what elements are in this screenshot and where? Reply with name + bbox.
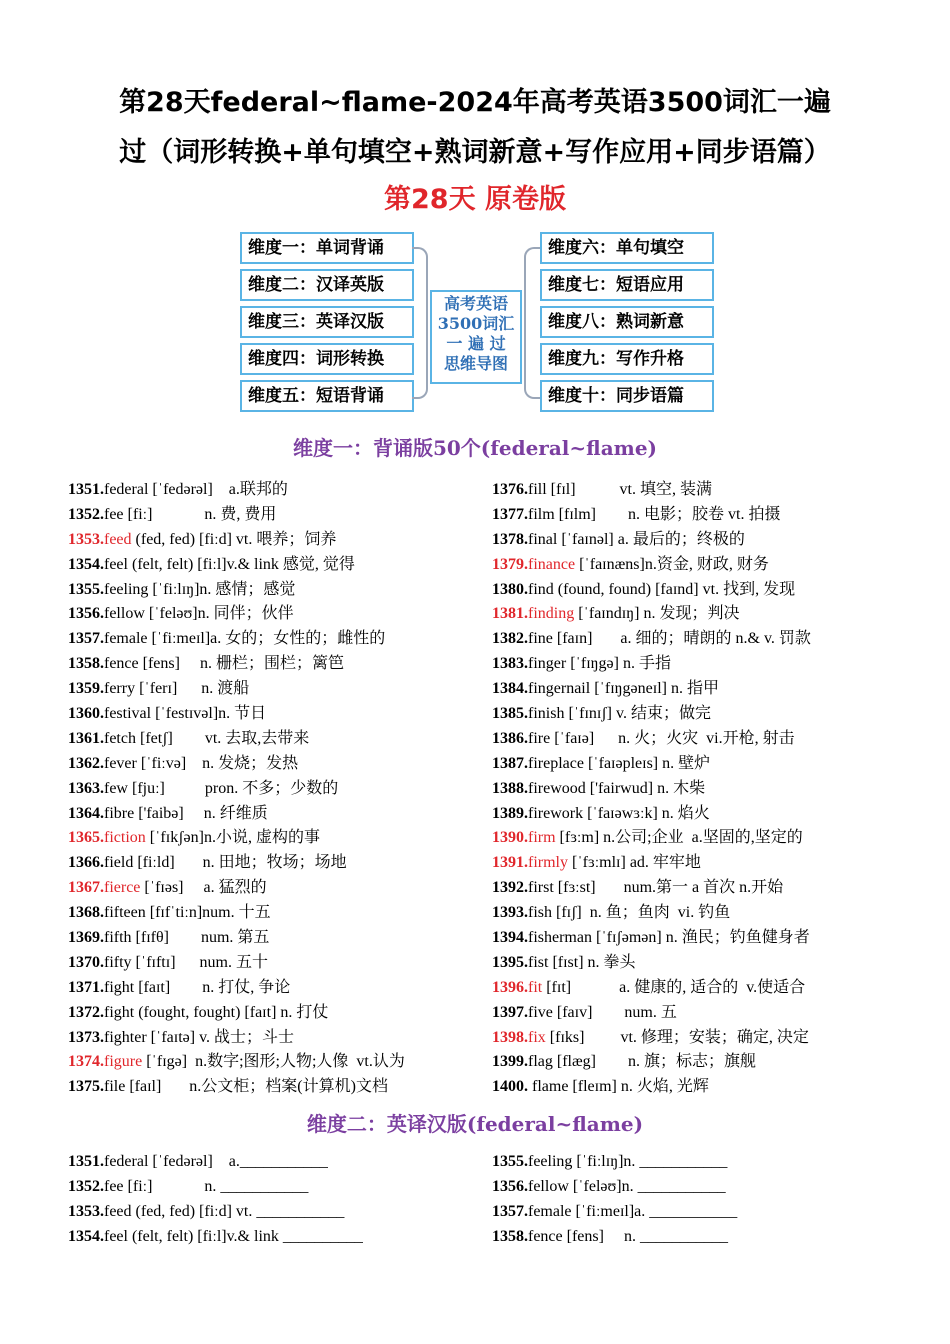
vocab-entry [492, 777, 912, 802]
entry-number: 1355. [68, 580, 104, 598]
entry-number: 1356. [492, 1177, 528, 1195]
entry-word: flag [528, 1053, 553, 1071]
vocab-entry [492, 1050, 912, 1075]
entry-number: 1351. [68, 481, 104, 498]
entry-word: fibre [104, 804, 135, 822]
entry-definition: [ˈfaɪndɪŋ] n. 发现；判决 [574, 605, 740, 623]
entry-definition: [fɜːst] num.第一 a 首次 n.开始 [553, 879, 784, 897]
entry-number: 1373. [68, 1028, 104, 1046]
vocab-entry [68, 553, 488, 578]
entry-word: firmly [528, 854, 568, 872]
entry-number: 1357. [492, 1202, 528, 1220]
vocab-entry [68, 926, 488, 951]
vocab-entry [68, 876, 488, 901]
vocab-entry [492, 1075, 912, 1100]
entry-number: 1382. [492, 630, 528, 648]
entry-number: 1356. [68, 605, 104, 623]
entry-number: 1374. [68, 1053, 104, 1071]
entry-number: 1358. [492, 1227, 528, 1245]
vocab-entry [492, 677, 912, 702]
page-title-line-1: 第28天federal~flame-2024年高考英语3500词汇一遍 [119, 87, 831, 118]
entry-number: 1389. [492, 804, 528, 822]
entry-word: film [528, 505, 555, 523]
section-1-title: 维度一：背诵版50个(federal~flame) [292, 436, 658, 460]
entry-word: finding [528, 605, 575, 623]
entry-number: 1390. [492, 829, 528, 847]
mindmap-right-item: 维度九：写作升格 [540, 343, 714, 375]
entry-definition: [fɪʃ] n. 鱼；鱼肉 vi. 钓鱼 [552, 904, 731, 922]
entry-definition: [ˈfestɪvəl]n. 节日 [151, 705, 267, 723]
entry-word: feed [104, 530, 132, 548]
entry-word: fight [104, 1003, 135, 1021]
entry-number: 1400. [492, 1078, 528, 1096]
entry-word: fee [104, 505, 124, 523]
vocab-entry [68, 503, 488, 528]
entry-definition: [fɜːm] n.公司;企业 a.坚固的,坚定的 [555, 829, 803, 847]
blank-entry [492, 1200, 912, 1225]
entry-word: fetch [104, 729, 136, 747]
entry-definition: [fleɪm] n. 火焰, 光辉 [568, 1078, 709, 1096]
entry-word: few [104, 779, 128, 797]
entry-word: feel [104, 555, 128, 573]
vocab-entry [492, 802, 912, 827]
entry-definition: [fiːld] n. 田地；牧场；场地 [133, 854, 347, 872]
vocab-entry [492, 926, 912, 951]
entry-word: fisherman [528, 929, 592, 947]
entry-word: fellow [104, 605, 145, 623]
entry-definition: ['faibə] n. 纤维质 [134, 804, 268, 822]
mindmap-center-line: 思维导图 [443, 354, 508, 373]
entry-definition: [ˈfiːlɪŋ]n. 感情；感觉 [148, 580, 296, 598]
entry-number: 1394. [492, 929, 528, 947]
entry-definition: [ˈfedərəl] a.联邦的 [148, 481, 288, 498]
entry-definition: [ˈfaɪnæns]n.资金, 财政, 财务 [575, 555, 769, 573]
entry-number: 1387. [492, 754, 528, 772]
mindmap-left-item: 维度一：单词背诵 [240, 232, 414, 264]
entry-number: 1399. [492, 1053, 528, 1071]
vocab-entry [492, 627, 912, 652]
entry-number: 1375. [68, 1078, 104, 1096]
entry-number: 1381. [492, 605, 528, 623]
mindmap-right-item: 维度十：同步语篇 [540, 380, 714, 412]
page-title-line-2: 过（词形转换+单句填空+熟词新意+写作应用+同步语篇） [119, 137, 831, 168]
entry-word: firework [528, 804, 584, 822]
entry-number: 1376. [492, 481, 528, 498]
entry-number: 1363. [68, 779, 104, 797]
entry-definition: [ˈfɜːmlɪ] ad. 牢牢地 [568, 854, 701, 872]
entry-number: 1370. [68, 953, 104, 971]
entry-text: fee [fiː] n. ___________ [104, 1177, 309, 1195]
entry-word: fever [104, 754, 137, 772]
entry-definition: [ˈfaɪnəl] a. 最后的；终极的 [557, 530, 745, 548]
entry-number: 1385. [492, 705, 528, 723]
entry-definition: [faɪv] num. 五 [552, 1003, 677, 1021]
entry-definition: [faɪt] n. 打仗, 争论 [134, 978, 291, 996]
vocab-entry [68, 1001, 488, 1026]
mind-map [0, 230, 950, 412]
entry-word: fish [528, 904, 552, 922]
entry-number: 1366. [68, 854, 104, 872]
entry-definition: [ˈfɪgə] n.数字;图形;人物;人像 vt.认为 [142, 1053, 405, 1071]
entry-number: 1359. [68, 680, 104, 698]
entry-number: 1398. [492, 1028, 528, 1046]
entry-definition: [fɪfθ] num. 第五 [131, 929, 270, 947]
entry-number: 1378. [492, 530, 528, 548]
entry-number: 1365. [68, 829, 104, 847]
entry-text: fence [fens] n. ___________ [528, 1227, 728, 1245]
entry-number: 1392. [492, 879, 528, 897]
vocab-entry [68, 727, 488, 752]
entry-text: federal [ˈfedərəl] a.___________ [104, 1153, 328, 1170]
entry-definition: [fetʃ] vt. 去取,去带来 [135, 729, 310, 747]
entry-number: 1358. [68, 655, 104, 673]
entry-word: field [104, 854, 134, 872]
entry-number: 1372. [68, 1003, 104, 1021]
entry-word: fix [528, 1028, 546, 1046]
mindmap-left-item: 维度四：词形转换 [240, 343, 414, 375]
entry-definition: [ˈfɪəs] a. 猛烈的 [140, 879, 267, 897]
vocab-entry [68, 802, 488, 827]
entry-definition: [fɪks] vt. 修理；安装；确定, 决定 [545, 1028, 809, 1046]
entry-word: finance [528, 555, 576, 573]
entry-word: fine [528, 630, 553, 648]
section-2-title: 维度二：英译汉版(federal~flame) [306, 1112, 644, 1136]
entry-number: 1355. [492, 1153, 528, 1170]
entry-definition: [ˈfɪŋgə] n. 手指 [566, 655, 671, 673]
entry-word: fill [528, 481, 547, 498]
vocab-entry [68, 627, 488, 652]
blank-entry [492, 1225, 912, 1250]
entry-number: 1380. [492, 580, 528, 598]
blank-entry [68, 1200, 488, 1225]
entry-number: 1357. [68, 630, 104, 648]
vocab-entry [492, 553, 912, 578]
entry-word: female [104, 630, 148, 648]
entry-number: 1379. [492, 555, 528, 573]
entry-word: fifth [104, 929, 132, 947]
entry-word: fighter [104, 1028, 147, 1046]
vocab-entry [68, 826, 488, 851]
vocab-entry [492, 503, 912, 528]
entry-number: 1384. [492, 680, 528, 698]
vocab-entry [492, 752, 912, 777]
blank-entry [68, 1225, 488, 1250]
entry-number: 1352. [68, 1177, 104, 1195]
entry-word: first [528, 879, 554, 897]
vocab-entry [68, 478, 488, 503]
vocab-entry [492, 826, 912, 851]
entry-word: festival [104, 705, 152, 723]
entry-number: 1369. [68, 929, 104, 947]
vocab-entry [68, 851, 488, 876]
vocab-entry [68, 702, 488, 727]
entry-definition: [faɪn] a. 细的；晴朗的 n.& v. 罚款 [552, 630, 811, 648]
entry-definition: [faɪl] n.公文柜；档案(计算机)文档 [125, 1078, 388, 1096]
entry-number: 1354. [68, 555, 104, 573]
vocab-entry [492, 1026, 912, 1051]
entry-word: fingernail [528, 680, 591, 698]
entry-word: fist [528, 953, 549, 971]
vocab-entry [68, 901, 488, 926]
entry-definition: [fɪst] n. 拳头 [548, 953, 636, 971]
vocab-entry [68, 777, 488, 802]
entry-definition: [ˈferɪ] n. 渡船 [135, 680, 250, 698]
mindmap-center [430, 290, 522, 384]
vocab-entry [68, 677, 488, 702]
entry-definition: [ˈfiːmeɪl]a. 女的；女性的；雌性的 [147, 630, 386, 648]
vocab-entry [492, 851, 912, 876]
entry-number: 1352. [68, 505, 104, 523]
entry-word: figure [104, 1053, 143, 1071]
entry-definition: [fɪt] a. 健康的, 适合的 v.使适合 [542, 978, 806, 996]
entry-definition: [ˈfaɪtə] v. 战士；斗士 [146, 1028, 295, 1046]
section-2-left-column [68, 1150, 488, 1250]
vocab-entry [68, 1026, 488, 1051]
mindmap-center-line: 3500词汇 [437, 314, 515, 333]
entry-definition: [ˈfaɪəpleɪs] n. 壁炉 [583, 754, 711, 772]
entry-word: finger [528, 655, 567, 673]
entry-word: fiction [104, 829, 146, 847]
section-2-right-column [492, 1150, 912, 1250]
entry-text: feeling [ˈfiːlɪŋ]n. ___________ [528, 1153, 728, 1170]
entry-number: 1367. [68, 879, 104, 897]
vocab-entry [68, 1050, 488, 1075]
entry-definition: [ˈfɪkʃən]n.小说, 虚构的事 [145, 829, 320, 847]
entry-word: feeling [104, 580, 149, 598]
entry-word: fifteen [104, 904, 146, 922]
entry-word: firewood [528, 779, 586, 797]
vocab-entry [68, 976, 488, 1001]
entry-text: feed (fed, fed) [fiːd] vt. ___________ [104, 1202, 345, 1220]
entry-definition: (fed, fed) [fiːd] vt. 喂养；饲养 [131, 530, 337, 548]
vocab-entry [492, 1001, 912, 1026]
entry-word: ferry [104, 680, 136, 698]
vocab-entry [492, 976, 912, 1001]
entry-word: final [528, 530, 558, 548]
vocab-entry [68, 951, 488, 976]
entry-number: 1377. [492, 505, 528, 523]
entry-number: 1353. [68, 1202, 104, 1220]
vocab-entry [492, 528, 912, 553]
entry-number: 1364. [68, 804, 104, 822]
blank-entry [68, 1175, 488, 1200]
entry-word: firm [528, 829, 556, 847]
entry-definition: [ˈfaɪə] n. 火；火灾 vi.开枪, 射击 [550, 729, 795, 747]
entry-definition: [ˈfaɪəwɜːk] n. 焰火 [583, 804, 710, 822]
entry-definition: [fiː] n. 费, 费用 [123, 505, 277, 523]
entry-definition: (found, found) [faɪnd] vt. 找到, 发现 [553, 580, 796, 598]
vocab-entry [68, 578, 488, 603]
mindmap-left-item: 维度五：短语背诵 [240, 380, 414, 412]
entry-word: finish [528, 705, 565, 723]
entry-number: 1388. [492, 779, 528, 797]
vocab-entry [492, 478, 912, 503]
entry-word: find [528, 580, 554, 598]
entry-definition: [ˈfɪnɪʃ] v. 结束；做完 [564, 705, 711, 723]
entry-word: fit [528, 978, 543, 996]
entry-definition: [fɪlm] n. 电影；胶卷 vt. 拍摄 [554, 505, 781, 523]
mindmap-right-item: 维度八：熟词新意 [540, 306, 714, 338]
vocab-entry [492, 901, 912, 926]
entry-number: 1371. [68, 978, 104, 996]
blank-entry [68, 1150, 488, 1175]
entry-word: five [528, 1003, 553, 1021]
entry-word: fifty [104, 953, 132, 971]
entry-number: 1393. [492, 904, 528, 922]
vocab-entry [68, 652, 488, 677]
entry-definition: [ˈfɪŋgəneɪl] n. 指甲 [590, 680, 719, 698]
vocab-entry [68, 528, 488, 553]
blank-entry [492, 1150, 912, 1175]
entry-number: 1396. [492, 978, 528, 996]
entry-word: fireplace [528, 754, 584, 772]
section-1-right-column [492, 478, 912, 1100]
mindmap-right-bracket [524, 247, 540, 399]
entry-definition: ['fairwud] n. 木柴 [585, 779, 706, 797]
vocab-entry [492, 727, 912, 752]
entry-number: 1353. [68, 530, 104, 548]
entry-word: file [104, 1078, 126, 1096]
vocab-entry [492, 578, 912, 603]
vocab-entry [492, 602, 912, 627]
entry-word: fence [104, 655, 139, 673]
vocab-entry [492, 702, 912, 727]
entry-number: 1368. [68, 904, 104, 922]
entry-definition: [ˈfeləʊ]n. 同伴；伙伴 [144, 605, 294, 623]
vocab-entry [68, 602, 488, 627]
entry-text: female [ˈfiːmeɪl]a. ___________ [528, 1202, 738, 1220]
entry-word: flame [528, 1078, 569, 1096]
entry-word: fight [104, 978, 135, 996]
mindmap-left-item: 维度三：英译汉版 [240, 306, 414, 338]
page-subtitle: 第28天 原卷版 [384, 184, 566, 215]
entry-number: 1354. [68, 1227, 104, 1245]
mindmap-left-item: 维度二：汉译英版 [240, 269, 414, 301]
entry-definition: [flæg] n. 旗；标志；旗舰 [552, 1053, 756, 1071]
entry-definition: [fens] n. 栅栏；围栏；篱笆 [138, 655, 344, 673]
entry-text: feel (felt, felt) [fiːl]v.& link __________ [104, 1227, 363, 1245]
entry-number: 1360. [68, 705, 104, 723]
entry-number: 1386. [492, 729, 528, 747]
entry-definition: [ˈfɪʃəmən] n. 渔民；钓鱼健身者 [591, 929, 810, 947]
vocab-entry [492, 876, 912, 901]
entry-definition: [ˈfɪftɪ] num. 五十 [131, 953, 268, 971]
mindmap-right-item: 维度六：单句填空 [540, 232, 714, 264]
entry-number: 1383. [492, 655, 528, 673]
blank-entry [492, 1175, 912, 1200]
entry-number: 1395. [492, 953, 528, 971]
mindmap-left-bracket [412, 247, 428, 399]
entry-number: 1361. [68, 729, 104, 747]
mindmap-center-line: 高考英语 [443, 294, 508, 313]
vocab-entry [68, 752, 488, 777]
mindmap-right-item: 维度七：短语应用 [540, 269, 714, 301]
entry-number: 1391. [492, 854, 528, 872]
entry-number: 1351. [68, 1153, 104, 1170]
vocab-entry [492, 951, 912, 976]
entry-definition: (felt, felt) [fiːl]v.& link 感觉, 觉得 [127, 555, 355, 573]
entry-word: fire [528, 729, 551, 747]
entry-definition: [fɪl] vt. 填空, 装满 [546, 481, 712, 498]
entry-number: 1362. [68, 754, 104, 772]
vocab-entry [68, 1075, 488, 1100]
section-1-left-column [68, 478, 488, 1100]
entry-definition: [fɪfˈtiːn]num. 十五 [145, 904, 271, 922]
entry-definition: [fjuː] pron. 不多；少数的 [127, 779, 339, 797]
mindmap-center-line: 一 遍 过 [446, 334, 506, 353]
entry-number: 1397. [492, 1003, 528, 1021]
entry-definition: [ˈfiːvə] n. 发烧；发热 [136, 754, 299, 772]
entry-definition: (fought, fought) [faɪt] n. 打仗 [134, 1003, 329, 1021]
vocab-entry [492, 652, 912, 677]
entry-word: federal [104, 481, 149, 498]
entry-text: fellow [ˈfeləʊ]n. ___________ [528, 1177, 726, 1195]
entry-word: fierce [104, 879, 141, 897]
